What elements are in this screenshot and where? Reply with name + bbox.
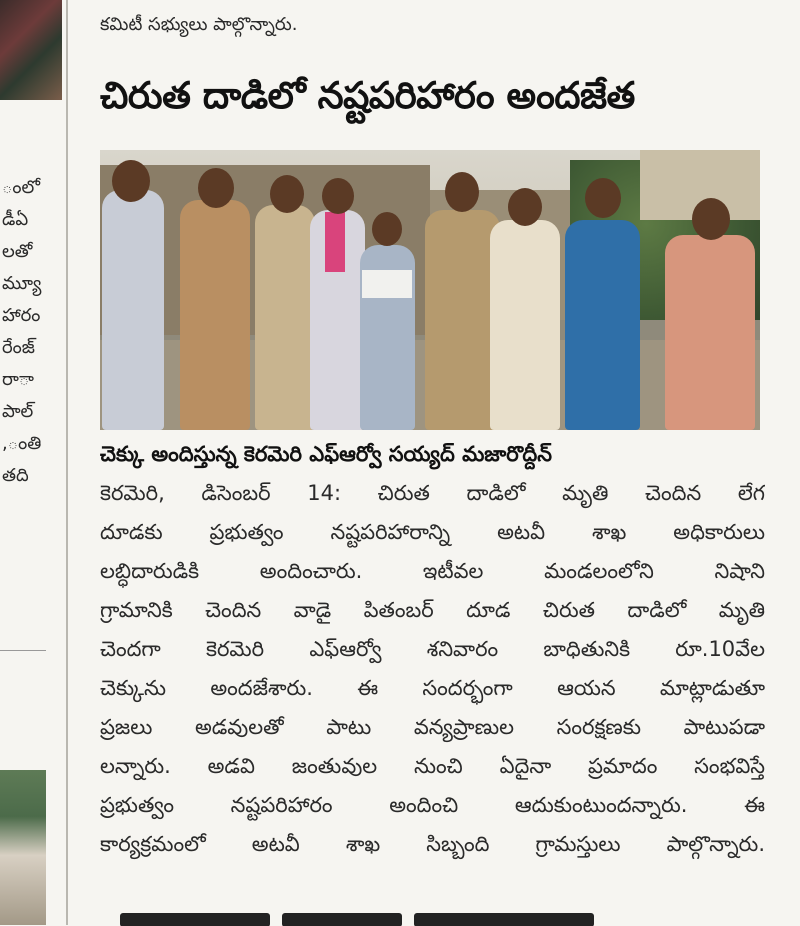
previous-article-tail [100, 0, 765, 40]
article-body-line: ప్రభుత్వం నష్టపరిహారం అందించి ఆదుకుంటుందన్నారు. ఈ [100, 793, 765, 817]
article-body-line: చెందగా కెరమెరి ఎఫ్‌ఆర్వో శనివారం బాధితునికి రూ.10వేల [100, 637, 765, 661]
article-photo [100, 150, 760, 430]
article-body-line: చెక్కును అందజేశారు. ఈ సందర్భంగా ఆయన మాట్లాడుతూ [100, 676, 765, 700]
article-body-line: లబ్ధిదారుడికి అందించారు. ఇటీవల మండలంలోని నిషాని [100, 559, 765, 583]
left-column-text [0, 172, 62, 492]
article-headline: చిరుత దాడిలో నష్టపరిహారం అందజేత [100, 74, 635, 117]
article-body [100, 474, 765, 864]
article-body-line: కెరమెరి, డిసెంబర్ 14: చిరుత దాడిలో మృతి చెందిన లేగ [100, 481, 765, 505]
left-column-line: పాల్ [2, 401, 34, 422]
left-column-line: హారం [2, 305, 41, 326]
next-article-headline-cut [120, 912, 660, 926]
left-column-photo-bottom [0, 770, 46, 925]
left-column-line: లతో [2, 241, 33, 262]
left-column-line: ంతి, [2, 433, 42, 454]
article-body-line: కార్యక్రమంలో అటవీ శాఖ సిబ్బంది గ్రామస్తులు పాల్గొన్నారు. [100, 832, 765, 856]
article-body-line: దూడకు ప్రభుత్వం నష్టపరిహారాన్ని అటవీ శాఖ అధికారులు [100, 520, 765, 544]
previous-article-cut-line [100, 0, 765, 10]
article-body-line: లన్నారు. అడవి జంతువుల నుంచి ఏదైనా ప్రమాదం సంభవిస్తే [100, 754, 765, 778]
left-column-line: ంలో [2, 177, 41, 198]
left-column-photo [0, 0, 62, 100]
photo-caption: చెక్కు అందిస్తున్న కెరమెరి ఎఫ్‌ఆర్వో సయ్యద్ మజారొద్దీన్ [100, 442, 552, 466]
left-column-strip [0, 0, 62, 925]
left-column-line: డీఏ [2, 209, 29, 230]
article-body-line: గ్రామానికి చెందిన వాడై పితంబర్ దూడ చిరుత దాడిలో మృతి [100, 598, 765, 622]
article-body-line: ప్రజలు అడవులతో పాటు వన్యప్రాణుల సంరక్షణకు పాటుపడా [100, 715, 765, 739]
column-divider [66, 0, 68, 925]
left-column-line: మ్యూ [2, 273, 42, 294]
left-column-line: రేంజ్ [2, 337, 35, 358]
left-column-line: తది [2, 465, 29, 486]
left-column-rule [0, 650, 46, 651]
previous-article-line: కమిటీ సభ్యులు పాల్గొన్నారు. [100, 14, 298, 35]
left-column-line: ారా [2, 369, 34, 390]
